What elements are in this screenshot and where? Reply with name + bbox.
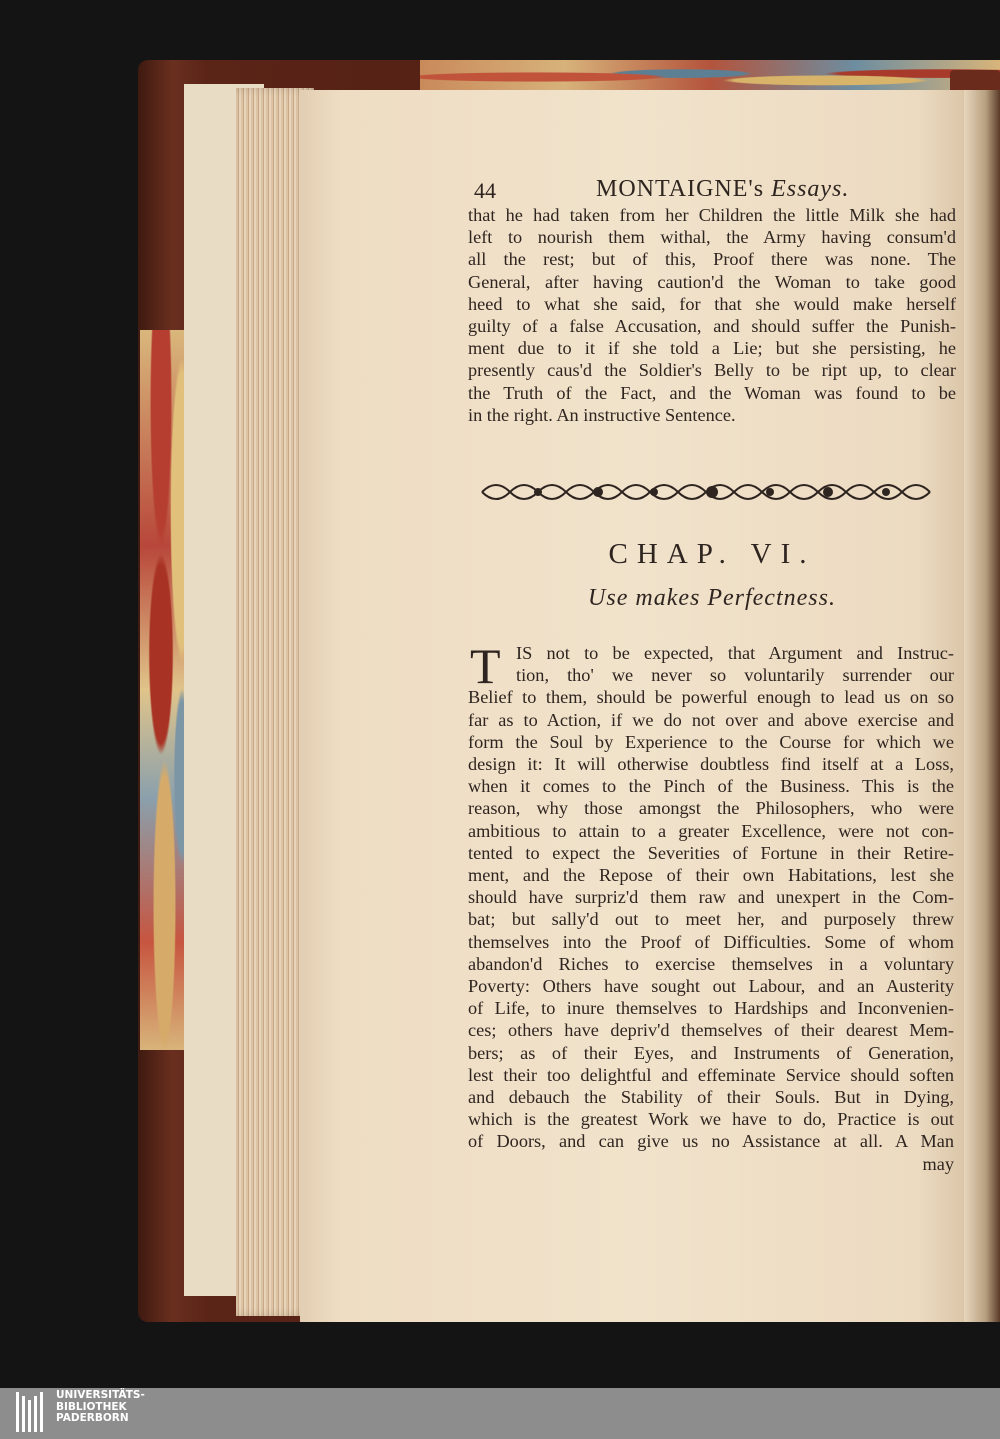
text-line: far as to Action, if we do not over and above exercise and (468, 709, 954, 730)
chapter-body (468, 638, 954, 1175)
drop-cap: T (470, 638, 501, 694)
chapter-subtitle: Use makes Perfectness. (588, 585, 836, 611)
chapter-title: CHAP. VI. (608, 538, 816, 570)
library-logo-icon (16, 1392, 50, 1432)
text-line: guilty of a false Accusation, and should suffer the Punish- (468, 316, 956, 337)
top-text-block (468, 170, 956, 426)
text-line: design it: It will otherwise doubtless find itself at a Loss, (468, 754, 954, 775)
running-title-author: MONTAIGNE's (596, 176, 772, 202)
text-line: presently caus'd the Soldier's Belly to be ript up, to clear (468, 360, 956, 381)
ornament-divider (478, 474, 946, 510)
text-line: themselves into the Proof of Difficulties. Some of whom (468, 931, 954, 952)
text-line: when it comes to the Pinch of the Business. This is the (468, 776, 954, 797)
library-name-line-3: PADERBORN (56, 1412, 129, 1424)
text-line: and debauch the Stability of their Souls. But in Dying, (468, 1087, 954, 1108)
text-line: of Life, to inure themselves to Hardships and Inconvenien- (468, 998, 954, 1019)
text-line: tion, tho' we never so voluntarily surrender our (516, 665, 954, 686)
library-name-line-2: BIBLIOTHEK (56, 1400, 127, 1413)
text-line: all the rest; but of this, Proof there was none. The (468, 249, 956, 270)
text-line: bers; as of their Eyes, and Instruments of Generation, (468, 1042, 954, 1063)
text-line: the Truth of the Fact, and the Woman was found to be (468, 382, 956, 403)
running-title (596, 176, 849, 203)
library-name-line-1: UNIVERSITÄTS- (56, 1389, 145, 1401)
running-title-work: Essays. (771, 176, 850, 202)
running-header (468, 170, 956, 204)
text-line: IS not to be expected, that Argument and Instruc- (516, 643, 954, 663)
text-line: ambitious to attain to a greater Excellence, were not con- (468, 820, 954, 841)
library-name (56, 1390, 145, 1425)
text-line: Poverty: Others have sought out Labour, and an Austerity (468, 976, 954, 997)
text-line: reason, why those amongst the Philosophers, who were (468, 798, 954, 819)
text-line: of Doors, and can give us no Assistance at all. A Man (468, 1131, 954, 1152)
text-line: tented to expect the Severities of Fortune in their Retire- (468, 842, 954, 863)
marbled-board-top (420, 60, 1000, 94)
text-line: ment due to it if she told a Lie; but she persisting, he (468, 338, 956, 359)
text-line: heed to what she said, for that she would make herself (468, 293, 956, 314)
text-line: bat; but sally'd out to meet her, and purposely threw (468, 909, 954, 930)
footer-bar (0, 1388, 1000, 1439)
text-line: General, after having caution'd the Woman to take good (468, 271, 956, 292)
text-line: lest their too delightful and effeminate Service should soften (468, 1064, 954, 1085)
page-number: 44 (474, 178, 496, 203)
text-line: in the right. An instructive Sentence. (468, 404, 736, 425)
text-line: abandon'd Riches to exercise themselves in a voluntary (468, 953, 954, 974)
catchword: may (922, 1153, 954, 1174)
page-gutter (964, 90, 1000, 1322)
text-line: Belief to them, should be powerful enough to lead us on so (468, 687, 954, 708)
text-line: left to nourish them withal, the Army having consum'd (468, 227, 956, 248)
text-line: ces; others have depriv'd themselves of their dearest Mem- (468, 1020, 954, 1041)
text-line: that he had taken from her Children the little Milk she had (468, 205, 956, 225)
chapter-heading (468, 538, 956, 612)
text-line: form the Soul by Experience to the Course for which we (468, 731, 954, 752)
paragraph-top (468, 204, 956, 426)
text-line: should have surpriz'd them raw and unexpert in the Com- (468, 887, 954, 908)
paragraph-body (468, 638, 954, 1175)
text-line: ment, and the Repose of their own Habitations, lest she (468, 865, 954, 886)
text-line: which is the greatest Work we have to do, Practice is out (468, 1109, 954, 1130)
